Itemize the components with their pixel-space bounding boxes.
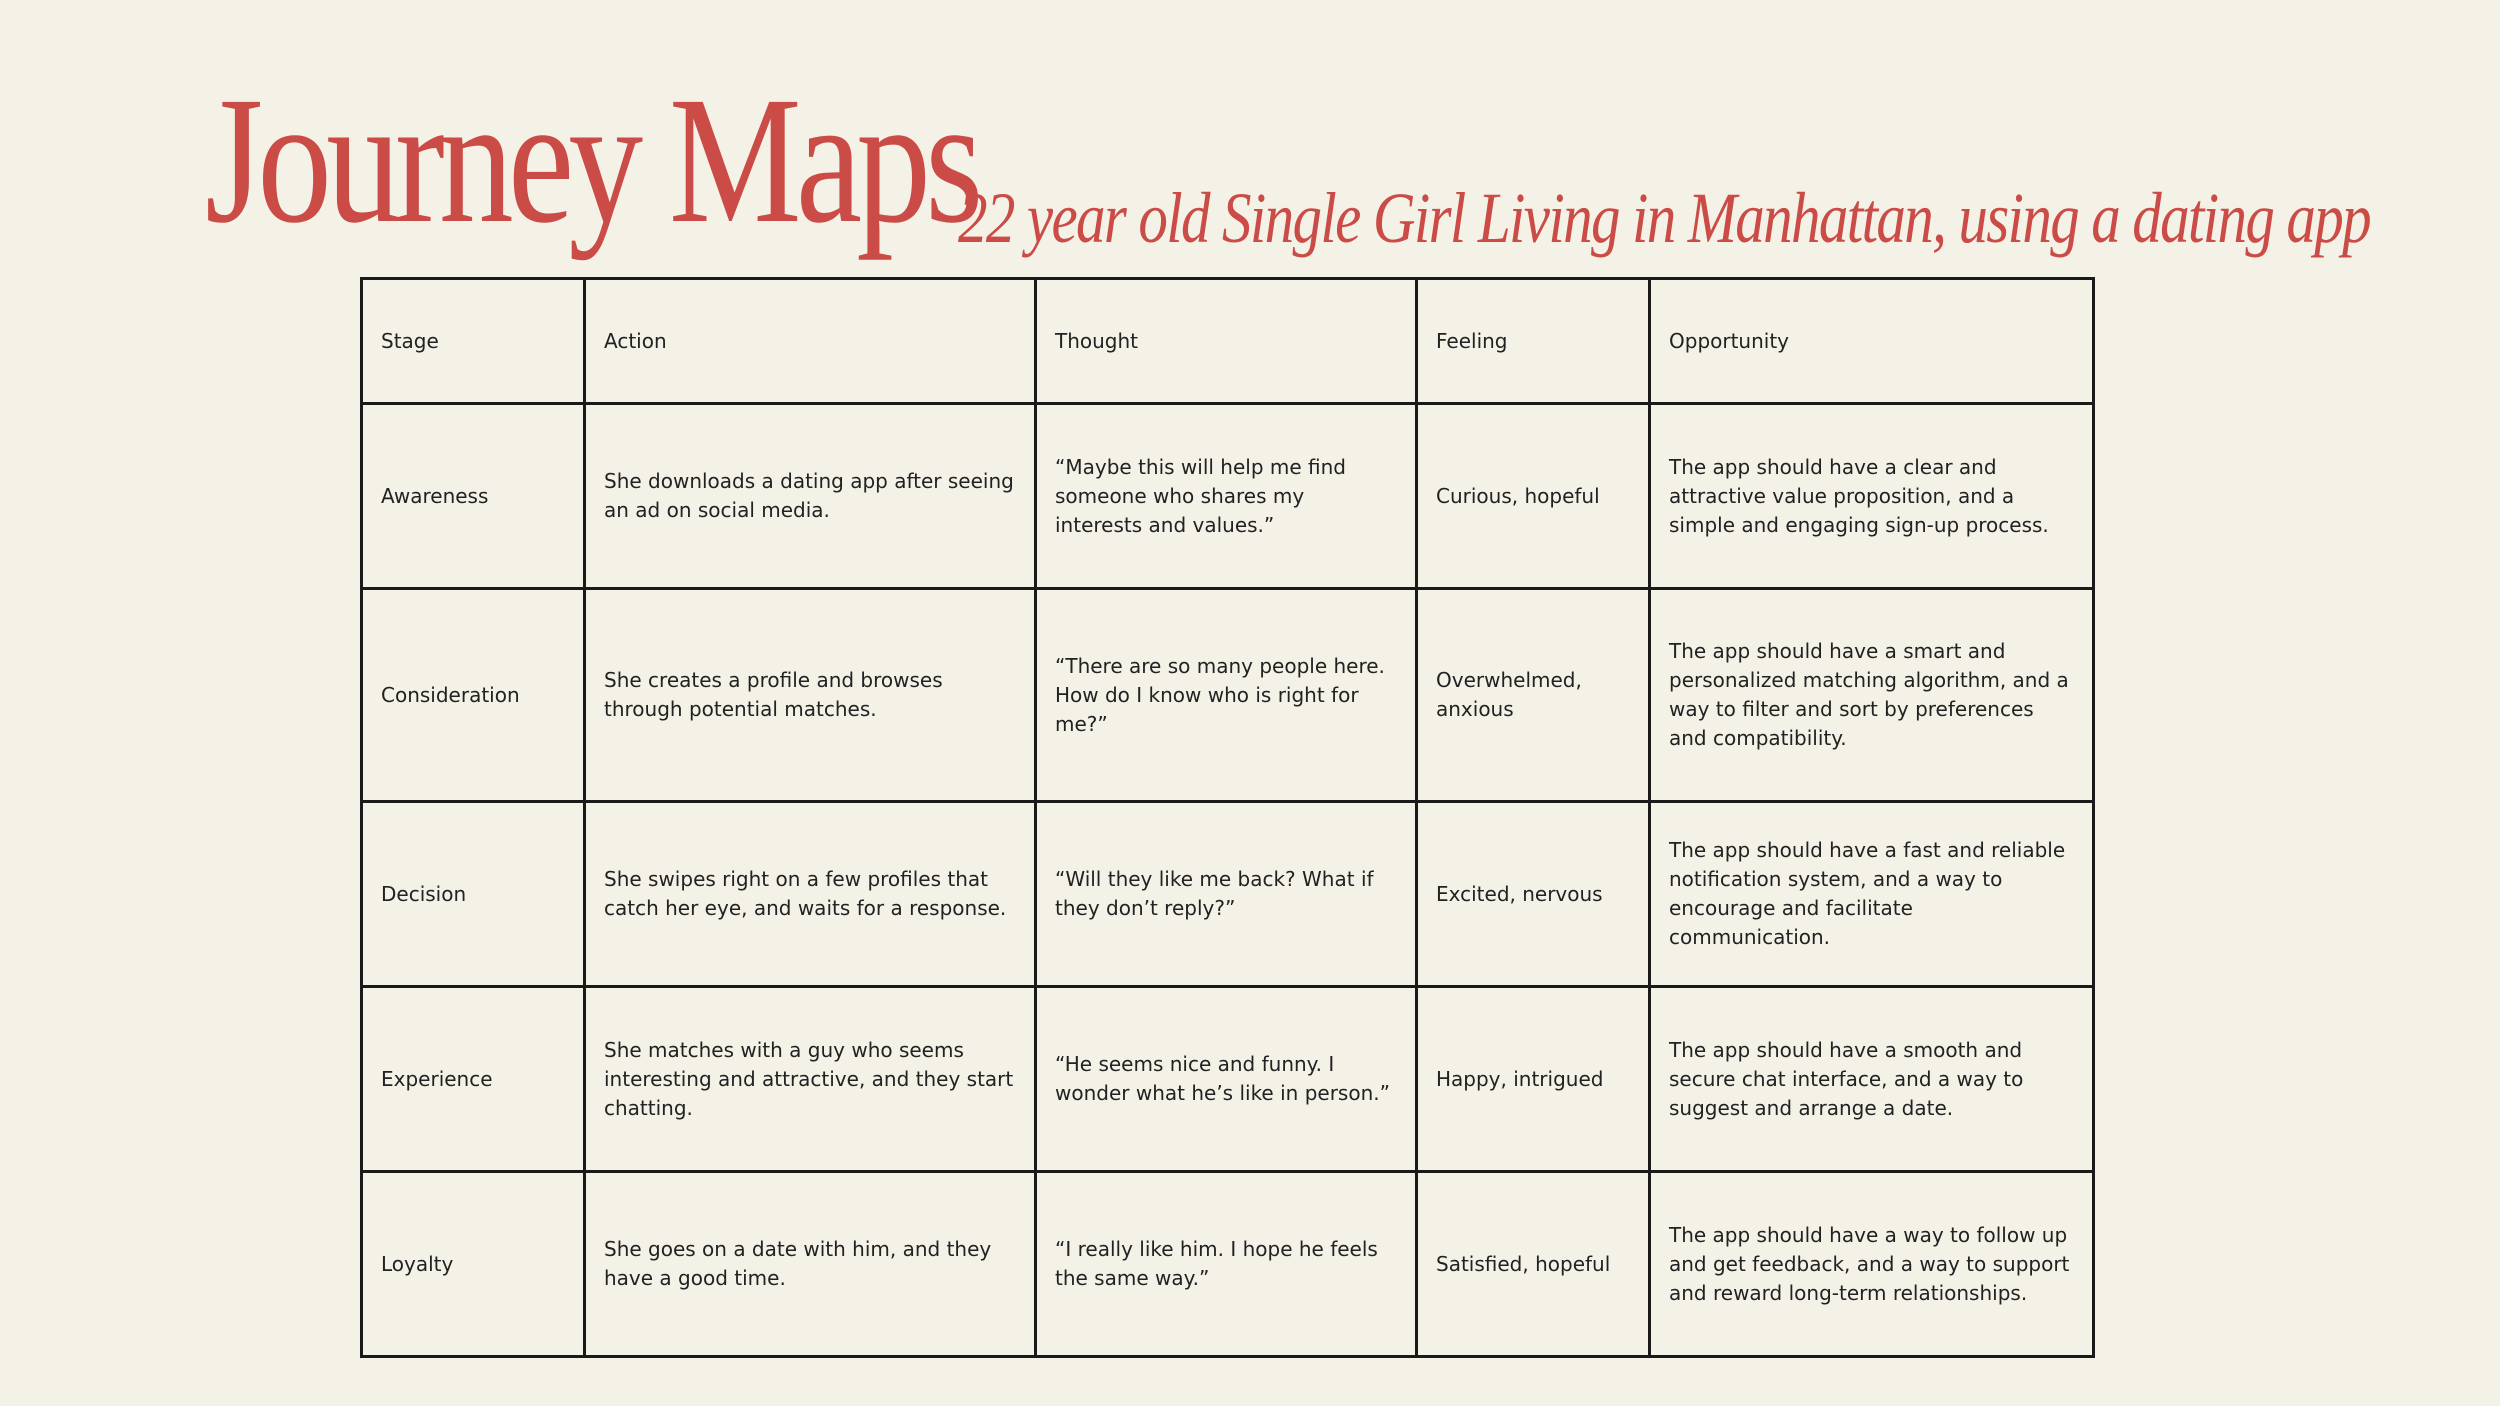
opportunity-cell: The app should have a fast and reliable notification system, and a way to encourage and facilitate communication. [1650, 802, 2094, 987]
thought-cell: “He seems nice and funny. I wonder what he’s like in person.” [1036, 987, 1417, 1172]
table-row [362, 802, 2094, 987]
thought-cell: “I really like him. I hope he feels the same way.” [1036, 1172, 1417, 1357]
opportunity-cell: The app should have a smooth and secure chat interface, and a way to suggest and arrange a date. [1650, 987, 2094, 1172]
page-subtitle: 22 year old Single Girl Living in Manhattan, using a dating app [958, 178, 2371, 258]
header-action: Action [585, 279, 1036, 404]
table-header-row [362, 279, 2094, 404]
header-thought: Thought [1036, 279, 1417, 404]
feeling-cell: Excited, nervous [1417, 802, 1650, 987]
feeling-cell: Satisfied, hopeful [1417, 1172, 1650, 1357]
action-cell: She matches with a guy who seems interesting and attractive, and they start chatting. [585, 987, 1036, 1172]
header-opportunity: Opportunity [1650, 279, 2094, 404]
stage-cell: Experience [362, 987, 585, 1172]
opportunity-cell: The app should have a way to follow up and get feedback, and a way to support and reward long-term relationships. [1650, 1172, 2094, 1357]
stage-cell: Consideration [362, 589, 585, 802]
action-cell: She downloads a dating app after seeing an ad on social media. [585, 404, 1036, 589]
page-title: Journey Maps [205, 60, 978, 261]
action-cell: She creates a profile and browses through potential matches. [585, 589, 1036, 802]
stage-cell: Loyalty [362, 1172, 585, 1357]
action-cell: She goes on a date with him, and they have a good time. [585, 1172, 1036, 1357]
table-row [362, 589, 2094, 802]
table-row [362, 404, 2094, 589]
thought-cell: “Will they like me back? What if they don’t reply?” [1036, 802, 1417, 987]
table-row [362, 1172, 2094, 1357]
opportunity-cell: The app should have a smart and personalized matching algorithm, and a way to filter and sort by preferences and compatibility. [1650, 589, 2094, 802]
table-row [362, 987, 2094, 1172]
stage-cell: Awareness [362, 404, 585, 589]
thought-cell: “Maybe this will help me find someone who shares my interests and values.” [1036, 404, 1417, 589]
action-cell: She swipes right on a few profiles that catch her eye, and waits for a response. [585, 802, 1036, 987]
feeling-cell: Curious, hopeful [1417, 404, 1650, 589]
feeling-cell: Overwhelmed, anxious [1417, 589, 1650, 802]
journey-map-table [360, 277, 2095, 1358]
stage-cell: Decision [362, 802, 585, 987]
feeling-cell: Happy, intrigued [1417, 987, 1650, 1172]
opportunity-cell: The app should have a clear and attractive value proposition, and a simple and engaging sign-up process. [1650, 404, 2094, 589]
header-stage: Stage [362, 279, 585, 404]
header-feeling: Feeling [1417, 279, 1650, 404]
thought-cell: “There are so many people here. How do I know who is right for me?” [1036, 589, 1417, 802]
